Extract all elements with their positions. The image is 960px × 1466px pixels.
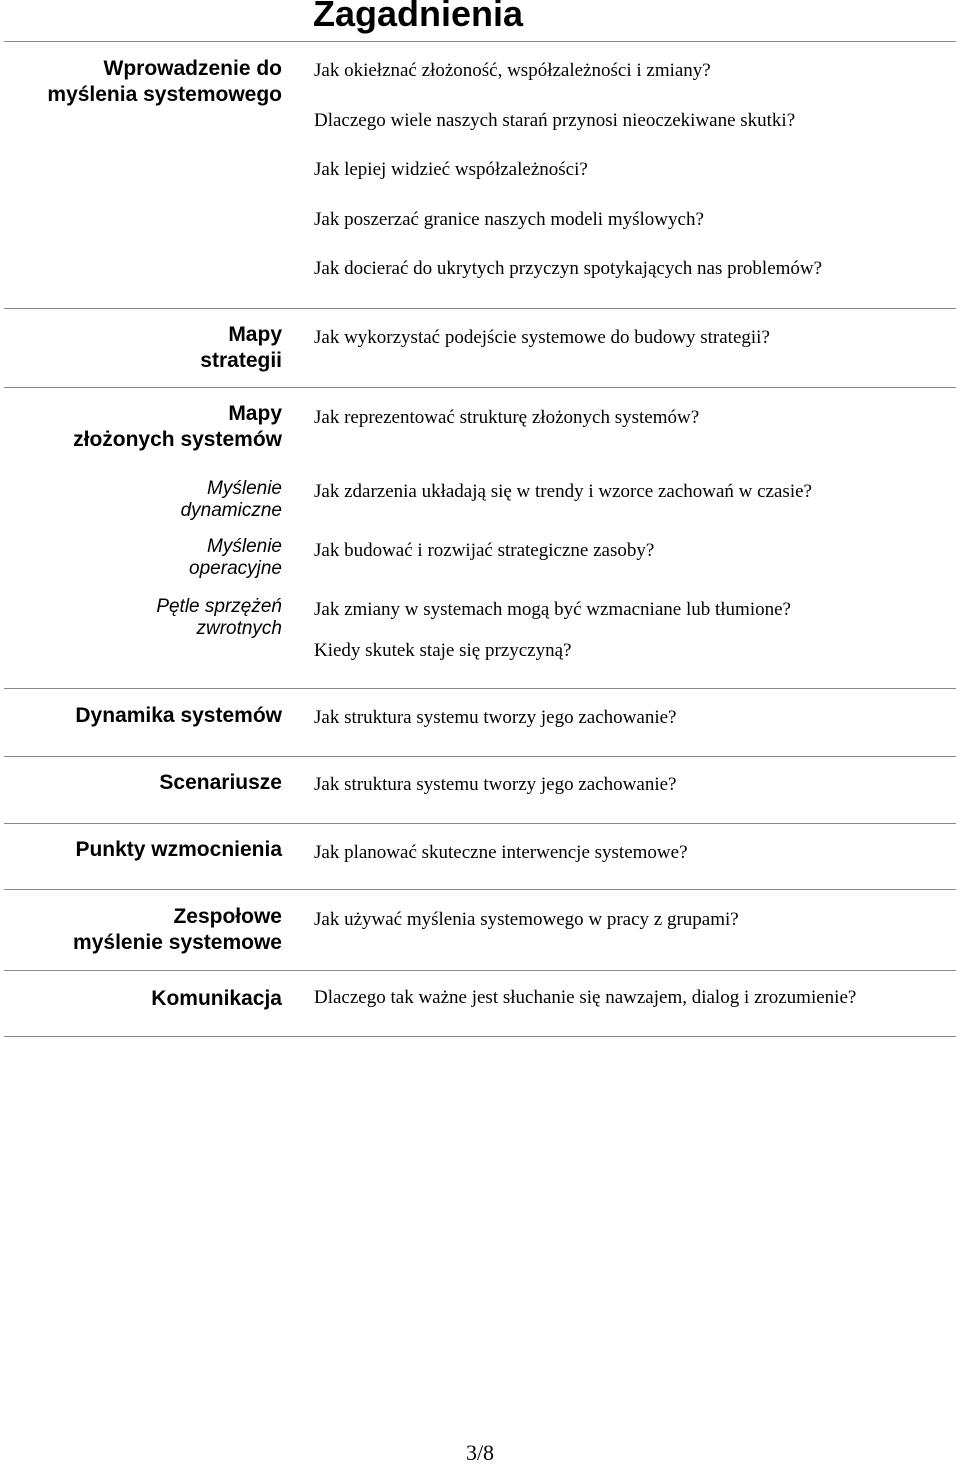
- section-label-mapy-strategii: Mapy strategii: [200, 323, 282, 372]
- question-item: Jak planować skuteczne interwencje systemowe?: [314, 842, 688, 863]
- section-divider: [4, 387, 956, 388]
- section-label-komunikacja: Komunikacja: [151, 987, 282, 1010]
- question-item: Jak struktura systemu tworzy jego zachowanie?: [314, 774, 677, 795]
- question-item: Dlaczego tak ważne jest słuchanie się nawzajem, dialog i zrozumienie?: [314, 987, 857, 1008]
- sub-label-petle-sprzezen-zwrotnych: Pętle sprzężeń zwrotnych: [156, 596, 282, 639]
- question-item: Jak zmiany w systemach mogą być wzmacniane lub tłumione?: [314, 599, 791, 620]
- page-number: 3/8: [465, 1440, 495, 1465]
- section-divider: [4, 756, 956, 757]
- sub-label-myslenie-operacyjne: Myślenie operacyjne: [189, 536, 282, 579]
- section-label-wprowadzenie: Wprowadzenie do myślenia systemowego: [47, 57, 282, 106]
- section-label-mapy-zlozonych-systemow: Mapy złożonych systemów: [73, 402, 282, 451]
- section-label-zespolowe-myslenie: Zespołowe myślenie systemowe: [73, 905, 282, 954]
- sub-label-myslenie-dynamiczne: Myślenie dynamiczne: [180, 478, 282, 521]
- section-divider: [4, 41, 956, 42]
- page-title: Zagadnienia: [313, 0, 524, 34]
- section-label-punkty-wzmocnienia: Punkty wzmocnienia: [75, 838, 282, 861]
- section-divider: [4, 1036, 956, 1037]
- section-label-scenariusze: Scenariusze: [159, 771, 282, 794]
- question-item: Jak budować i rozwijać strategiczne zasoby?: [314, 540, 655, 561]
- section-divider: [4, 308, 956, 309]
- question-item: Jak lepiej widzieć współzależności?: [314, 159, 588, 180]
- question-item: Jak wykorzystać podejście systemowe do budowy strategii?: [314, 327, 770, 348]
- section-divider: [4, 688, 956, 689]
- question-item: Jak docierać do ukrytych przyczyn spotykających nas problemów?: [314, 258, 823, 279]
- question-item: Kiedy skutek staje się przyczyną?: [314, 640, 572, 661]
- question-item: Jak używać myślenia systemowego w pracy z grupami?: [314, 909, 739, 930]
- question-item: Jak struktura systemu tworzy jego zachowanie?: [314, 707, 677, 728]
- section-divider: [4, 889, 956, 890]
- question-item: Jak poszerzać granice naszych modeli myślowych?: [314, 209, 704, 230]
- question-item: Dlaczego wiele naszych starań przynosi nieoczekiwane skutki?: [314, 110, 796, 131]
- question-item: Jak zdarzenia układają się w trendy i wzorce zachowań w czasie?: [314, 481, 812, 502]
- section-divider: [4, 970, 956, 971]
- question-item: Jak okiełznać złożoność, współzależności i zmiany?: [314, 60, 711, 81]
- question-item: Jak reprezentować strukturę złożonych systemów?: [314, 407, 700, 428]
- section-divider: [4, 823, 956, 824]
- section-label-dynamika-systemow: Dynamika systemów: [75, 704, 282, 727]
